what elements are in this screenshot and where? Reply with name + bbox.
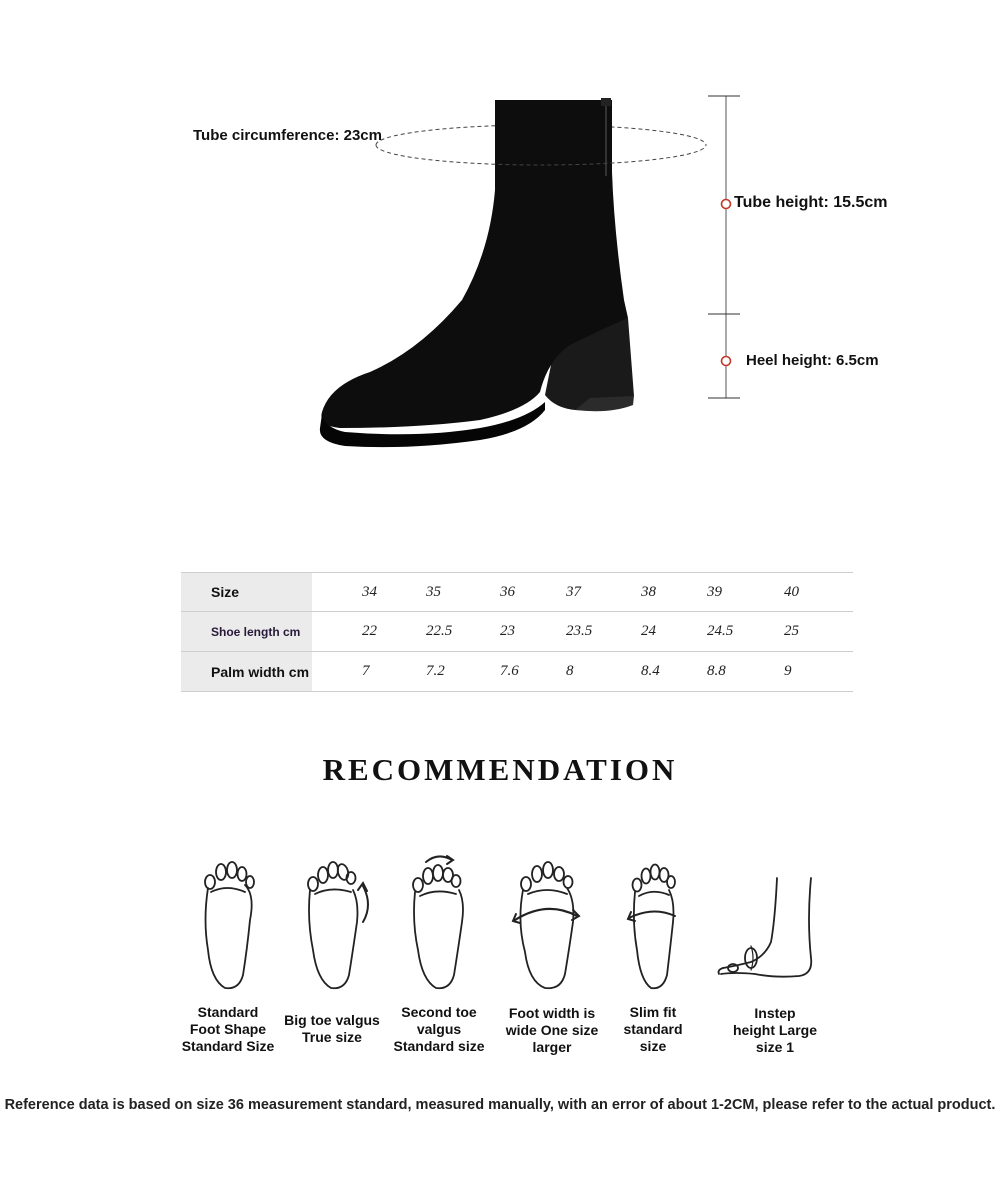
- size-cell: 35: [426, 583, 441, 600]
- tube-height-label: Tube height: 15.5cm: [734, 194, 888, 211]
- caption-line: True size: [302, 1029, 362, 1045]
- tube-circumference-label: Tube circumference: 23cm: [193, 127, 382, 144]
- palm-width-cell: 7: [362, 663, 370, 679]
- caption-line: size: [639, 1038, 667, 1054]
- shoe-length-cell: 25: [784, 623, 799, 639]
- high-instep-caption: [710, 1005, 840, 1056]
- caption-line: Foot width is: [508, 1005, 596, 1021]
- caption-line: Standard size: [393, 1038, 485, 1054]
- shoe-length-cell: 24.5: [707, 623, 734, 639]
- size-row: [181, 572, 853, 612]
- heel-height-marker: [722, 357, 731, 366]
- size-cell: 36: [500, 583, 515, 600]
- row-header-size: Size: [181, 573, 312, 611]
- caption-line: Second toe: [401, 1004, 477, 1020]
- caption-line: Big toe valgus: [284, 1012, 380, 1028]
- row-header-palm-width: Palm width cm: [181, 652, 312, 691]
- caption-line: Instep: [754, 1005, 796, 1021]
- big-toe-valgus-icon: [285, 850, 395, 1000]
- caption-line: Slim fit: [629, 1004, 677, 1020]
- shoe-length-cell: 24: [641, 623, 656, 639]
- size-cell: 39: [707, 583, 722, 600]
- caption-line: wide One size: [505, 1022, 599, 1038]
- shoe-length-cell: 23: [500, 623, 515, 639]
- second-toe-valgus-caption: [374, 1004, 504, 1055]
- caption-line: valgus: [416, 1021, 462, 1037]
- boot-shape: [320, 98, 634, 447]
- shoe-length-cell: 22: [362, 623, 377, 639]
- size-cell: 40: [784, 583, 799, 600]
- shoe-length-row: [181, 612, 853, 652]
- row-header-shoe-length: Shoe length cm: [181, 612, 312, 651]
- caption-line: height Large: [732, 1022, 817, 1038]
- size-cell: 38: [641, 583, 656, 600]
- high-instep-foot-icon: [715, 850, 825, 1000]
- caption-line: Foot Shape: [189, 1021, 267, 1037]
- size-cell: 34: [362, 583, 377, 600]
- second-toe-valgus-icon: [390, 850, 500, 1000]
- size-table: [181, 572, 853, 692]
- size-cell: 37: [566, 583, 581, 600]
- palm-width-cell: 7.6: [500, 663, 519, 679]
- caption-line: Standard: [197, 1004, 259, 1020]
- palm-width-cell: 8.8: [707, 663, 726, 679]
- reference-note: Reference data is based on size 36 measurement standard, measured manually, with an error of about 1-2CM, please refer to the actual product.: [4, 1097, 996, 1113]
- caption-line: size 1: [755, 1039, 795, 1055]
- heel-height-label: Heel height: 6.5cm: [746, 352, 879, 369]
- height-ruler: [708, 96, 740, 398]
- palm-width-cell: 8.4: [641, 663, 660, 679]
- boot-illustration: [0, 0, 1000, 520]
- slim-foot-caption: [588, 1004, 718, 1055]
- recommendation-title: RECOMMENDATION: [322, 752, 678, 787]
- tube-height-marker: [722, 200, 731, 209]
- palm-width-cell: 9: [784, 663, 792, 679]
- palm-width-cell: 7.2: [426, 663, 445, 679]
- slim-foot-icon: [605, 850, 715, 1000]
- standard-foot-icon: [175, 850, 285, 1000]
- palm-width-cell: 8: [566, 663, 574, 679]
- caption-line: Standard Size: [181, 1038, 275, 1054]
- palm-width-row: [181, 652, 853, 692]
- caption-line: standard: [623, 1021, 683, 1037]
- wide-foot-icon: [495, 850, 605, 1000]
- caption-line: larger: [532, 1039, 572, 1055]
- shoe-length-cell: 23.5: [566, 623, 593, 639]
- shoe-length-cell: 22.5: [426, 623, 453, 639]
